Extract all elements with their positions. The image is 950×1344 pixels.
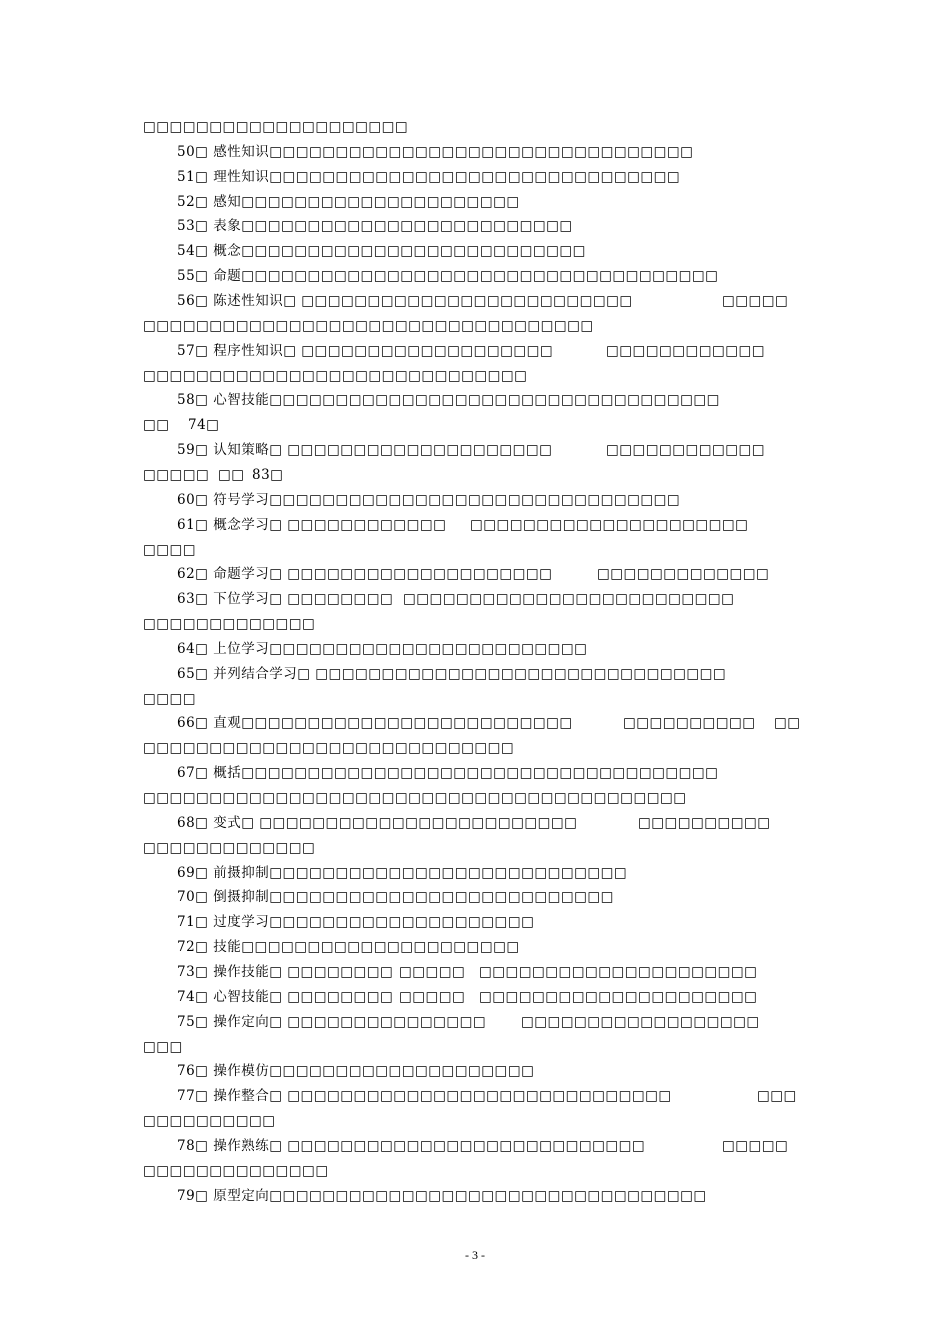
text-segment: □□□□□□□□□□□□: [606, 442, 766, 459]
text-line: [0, 1109, 950, 1133]
text-segment: □□□□□□□□□□□□: [606, 342, 766, 359]
text-segment: 60□ 符号学习□□□□□□□□□□□□□□□□□□□□□□□□□□□□□□□: [177, 491, 681, 508]
text-segment: □□□□□□□□□□□□□□□□□□□□□□□□□□□□□□□□□□□□□□□□□: [143, 790, 687, 806]
text-line: [0, 662, 950, 686]
text-line: [0, 1159, 950, 1183]
text-segment: □□□□: [143, 541, 197, 558]
text-segment: 56□ 陈述性知识□ □□□□□□□□□□□□□□□□□□□□□□□□□: [177, 293, 633, 309]
text-segment: 59□ 认知策略□ □□□□□□□□□□□□□□□□□□□□: [177, 442, 553, 459]
text-line: [0, 885, 950, 909]
text-segment: □□□□□□□□□□: [143, 1113, 276, 1129]
text-segment: 69□ 前摄抑制□□□□□□□□□□□□□□□□□□□□□□□□□□□: [177, 864, 628, 881]
text-segment: 55□ 命题□□□□□□□□□□□□□□□□□□□□□□□□□□□□□□□□□□□□: [177, 268, 719, 285]
text-segment: □□□□□□□□□□□□□□□□□□□□□□□□□□□□□: [143, 367, 528, 384]
text-line: [0, 811, 950, 835]
text-segment: □□□□□□□□□□□□□□□□□□□□□: [470, 516, 749, 533]
text-line: [0, 140, 950, 164]
text-segment: □□□□: [143, 690, 197, 707]
text-segment: 74□: [188, 417, 220, 434]
text-segment: □□□□□□□□□□: [623, 715, 756, 732]
text-line: [0, 1134, 950, 1158]
text-line: [0, 538, 950, 562]
text-segment: 70□ 倒摄抑制□□□□□□□□□□□□□□□□□□□□□□□□□□: [177, 889, 614, 906]
page-number: - 3 -: [465, 1248, 485, 1262]
text-segment: 51□ 理性知识□□□□□□□□□□□□□□□□□□□□□□□□□□□□□□□: [177, 168, 681, 185]
text-segment: 72□ 技能□□□□□□□□□□□□□□□□□□□□□: [177, 939, 520, 956]
text-segment: □□□□□□□□□□□□□□□□□□□□□□□□□□□□: [143, 740, 515, 757]
text-line: [0, 786, 950, 810]
text-segment: 63□ 下位学习□ □□□□□□□□: [177, 591, 394, 608]
text-segment: □□□: [143, 1038, 183, 1055]
text-segment: 64□ 上位学习□□□□□□□□□□□□□□□□□□□□□□□□: [177, 640, 588, 657]
text-line: [0, 711, 950, 735]
text-line: [0, 761, 950, 785]
text-line: [0, 438, 950, 462]
text-segment: 74□ 心智技能□ □□□□□□□□: [177, 988, 394, 1005]
text-line: [0, 115, 950, 139]
text-line: [0, 264, 950, 288]
text-line: [0, 463, 950, 487]
text-segment: □□□□□□□□□□□□□□□□□□□□□: [479, 988, 758, 1005]
text-segment: □□□□□: [722, 293, 789, 309]
text-line: [0, 488, 950, 512]
text-segment: 50□ 感性知识□□□□□□□□□□□□□□□□□□□□□□□□□□□□□□□□: [177, 143, 694, 160]
text-segment: □□□□□: [722, 1137, 789, 1154]
text-segment: □□: [774, 715, 801, 732]
text-segment: 57□ 程序性知识□ □□□□□□□□□□□□□□□□□□□: [177, 342, 554, 359]
text-segment: □□□□□: [143, 466, 210, 483]
text-line: [0, 836, 950, 860]
text-line: [0, 339, 950, 363]
text-line: [0, 1084, 950, 1108]
text-line: [0, 165, 950, 189]
text-segment: □□□□□□□□□□□□□□: [143, 1162, 329, 1179]
text-segment: □□□□□: [399, 963, 466, 980]
text-segment: 54□ 概念□□□□□□□□□□□□□□□□□□□□□□□□□□: [177, 243, 586, 260]
text-line: [0, 985, 950, 1009]
text-line: [0, 935, 950, 959]
text-segment: □□□□□: [399, 988, 466, 1005]
text-line: [0, 1010, 950, 1034]
text-line: [0, 413, 950, 437]
text-segment: □□□: [757, 1088, 797, 1105]
text-segment: □□□□□□□□□□□□□□□□□□□□□: [479, 963, 758, 980]
text-line: [0, 190, 950, 214]
text-line: [0, 736, 950, 760]
text-line: [0, 861, 950, 885]
text-line: [0, 587, 950, 611]
text-segment: 52□ 感知□□□□□□□□□□□□□□□□□□□□□: [177, 193, 520, 210]
text-line: [0, 239, 950, 263]
text-line: [0, 289, 950, 313]
text-segment: 78□ 操作熟练□ □□□□□□□□□□□□□□□□□□□□□□□□□□□: [177, 1137, 646, 1154]
text-segment: □□: [218, 466, 245, 483]
text-line: [0, 910, 950, 934]
text-segment: 79□ 原型定向□□□□□□□□□□□□□□□□□□□□□□□□□□□□□□□□□: [177, 1187, 707, 1204]
text-segment: 61□ 概念学习□ □□□□□□□□□□□□: [177, 516, 447, 533]
text-line: [0, 1184, 950, 1208]
text-segment: 62□ 命题学习□ □□□□□□□□□□□□□□□□□□□□: [177, 566, 553, 583]
text-line: [0, 388, 950, 412]
text-segment: □□: [143, 417, 170, 434]
text-segment: 66□ 直观□□□□□□□□□□□□□□□□□□□□□□□□□: [177, 715, 573, 732]
text-line: [0, 1059, 950, 1083]
text-line: [0, 612, 950, 636]
text-segment: □□□□□□□□□□□□□□□□□□□□: [143, 119, 409, 135]
text-segment: □□□□□□□□□□□□□□□□□□□□□□□□□□□□□□□□□□: [143, 317, 594, 334]
text-segment: 53□ 表象□□□□□□□□□□□□□□□□□□□□□□□□□: [177, 218, 573, 235]
text-segment: 67□ 概括□□□□□□□□□□□□□□□□□□□□□□□□□□□□□□□□□□□□: [177, 765, 719, 782]
text-segment: □□□□□□□□□□: [638, 814, 771, 831]
text-line: [0, 687, 950, 711]
text-segment: 71□ 过度学习□□□□□□□□□□□□□□□□□□□□: [177, 914, 535, 931]
text-segment: 68□ 变式□ □□□□□□□□□□□□□□□□□□□□□□□□: [177, 814, 578, 831]
text-segment: □□□□□□□□□□□□□: [143, 616, 316, 632]
text-line: [0, 960, 950, 984]
text-segment: 76□ 操作模仿□□□□□□□□□□□□□□□□□□□□: [177, 1063, 535, 1080]
text-segment: 75□ 操作定向□ □□□□□□□□□□□□□□□: [177, 1013, 487, 1030]
text-line: [0, 513, 950, 537]
text-line: [0, 364, 950, 388]
text-line: [0, 562, 950, 586]
text-line: [0, 214, 950, 238]
text-segment: □□□□□□□□□□□□□: [143, 839, 316, 856]
text-segment: □□□□□□□□□□□□□: [597, 566, 770, 583]
text-segment: 65□ 并列结合学习□ □□□□□□□□□□□□□□□□□□□□□□□□□□□□□□□: [177, 665, 727, 682]
text-segment: □□□□□□□□□□□□□□□□□□: [521, 1013, 760, 1030]
text-segment: 83□: [252, 466, 284, 483]
text-segment: 77□ 操作整合□ □□□□□□□□□□□□□□□□□□□□□□□□□□□□□: [177, 1088, 672, 1105]
text-segment: 73□ 操作技能□ □□□□□□□□: [177, 963, 394, 980]
text-segment: □□□□□□□□□□□□□□□□□□□□□□□□□: [403, 591, 735, 608]
text-line: [0, 1035, 950, 1059]
text-segment: 58□ 心智技能□□□□□□□□□□□□□□□□□□□□□□□□□□□□□□□□□□: [177, 392, 720, 409]
text-line: [0, 314, 950, 338]
text-line: [0, 637, 950, 661]
